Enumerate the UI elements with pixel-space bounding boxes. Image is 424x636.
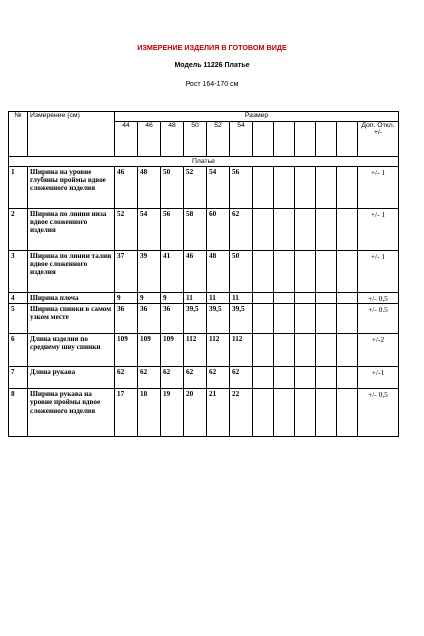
model-name: Модель 11226 Платье xyxy=(174,62,250,69)
size-value: 39 xyxy=(138,251,161,293)
empty-value-cell xyxy=(295,389,316,437)
size-value: 21 xyxy=(207,389,230,437)
row-number: 2 xyxy=(9,209,28,251)
size-value: 62 xyxy=(138,367,161,389)
table-row xyxy=(9,293,399,304)
measurement-name: Ширина на уровне глубины проймы вдвое сложенного изделия xyxy=(28,167,115,209)
tolerance-value: +/- 1 xyxy=(358,209,399,251)
tolerance-value: +/- 0,5 xyxy=(358,293,399,304)
tolerance-value: +/-2 xyxy=(358,334,399,367)
row-number: 4 xyxy=(9,293,28,304)
empty-value-cell xyxy=(337,209,358,251)
size-value: 39,5 xyxy=(184,304,207,334)
empty-value-cell xyxy=(253,389,274,437)
empty-value-cell xyxy=(253,293,274,304)
size-value: 50 xyxy=(230,251,253,293)
size-value: 62 xyxy=(184,367,207,389)
tolerance-value: +/- 1 xyxy=(358,167,399,209)
empty-value-cell xyxy=(253,367,274,389)
height-range: Рост 164-170 см xyxy=(185,81,239,88)
empty-size-cell xyxy=(316,122,337,157)
size-value: 9 xyxy=(161,293,184,304)
empty-value-cell xyxy=(295,251,316,293)
size-value: 62 xyxy=(230,209,253,251)
row-number: 7 xyxy=(9,367,28,389)
size-value: 56 xyxy=(230,167,253,209)
size-value: 11 xyxy=(230,293,253,304)
empty-value-cell xyxy=(337,251,358,293)
size-header: 46 xyxy=(138,122,161,157)
empty-value-cell xyxy=(295,293,316,304)
tolerance-value: +/- 0,5 xyxy=(358,389,399,437)
size-value: 36 xyxy=(115,304,138,334)
size-value: 39,5 xyxy=(230,304,253,334)
empty-value-cell xyxy=(316,167,337,209)
size-table xyxy=(8,111,399,437)
empty-value-cell xyxy=(253,304,274,334)
empty-value-cell xyxy=(337,167,358,209)
size-value: 48 xyxy=(138,167,161,209)
empty-value-cell xyxy=(295,367,316,389)
size-value: 19 xyxy=(161,389,184,437)
size-header: 44 xyxy=(115,122,138,157)
empty-value-cell xyxy=(337,293,358,304)
size-value: 20 xyxy=(184,389,207,437)
header-tolerance: Доп. Откл. +/- xyxy=(358,122,399,157)
empty-value-cell xyxy=(316,304,337,334)
size-value: 18 xyxy=(138,389,161,437)
row-number: 8 xyxy=(9,389,28,437)
empty-size-cell xyxy=(253,122,274,157)
size-header: 50 xyxy=(184,122,207,157)
size-value: 22 xyxy=(230,389,253,437)
empty-value-cell xyxy=(253,251,274,293)
empty-value-cell xyxy=(295,209,316,251)
empty-size-cell xyxy=(337,122,358,157)
size-value: 36 xyxy=(138,304,161,334)
size-value: 109 xyxy=(115,334,138,367)
measurement-name: Ширина плеча xyxy=(28,293,115,304)
size-value: 109 xyxy=(138,334,161,367)
empty-value-cell xyxy=(274,334,295,367)
table-row xyxy=(9,334,399,367)
empty-value-cell xyxy=(274,251,295,293)
size-value: 54 xyxy=(207,167,230,209)
empty-value-cell xyxy=(316,209,337,251)
document-title: ИЗМЕРЕНИЕ ИЗДЕЛИЯ В ГОТОВОМ ВИДЕ xyxy=(137,43,287,52)
size-value: 17 xyxy=(115,389,138,437)
size-header: 54 xyxy=(230,122,253,157)
size-value: 112 xyxy=(207,334,230,367)
tolerance-value: +/- 0.5 xyxy=(358,304,399,334)
empty-value-cell xyxy=(337,367,358,389)
size-value: 48 xyxy=(207,251,230,293)
size-value: 58 xyxy=(184,209,207,251)
size-value: 52 xyxy=(115,209,138,251)
table-row xyxy=(9,304,399,334)
size-value: 62 xyxy=(115,367,138,389)
size-header: 52 xyxy=(207,122,230,157)
table-row xyxy=(9,167,399,209)
row-number: 3 xyxy=(9,251,28,293)
table-row xyxy=(9,209,399,251)
size-value: 39,5 xyxy=(207,304,230,334)
size-value: 62 xyxy=(230,367,253,389)
header-measure: Измерение (см) xyxy=(28,112,115,157)
size-value: 52 xyxy=(184,167,207,209)
header-num: № xyxy=(9,112,28,157)
tolerance-value: +/-1 xyxy=(358,367,399,389)
empty-value-cell xyxy=(274,304,295,334)
size-value: 109 xyxy=(161,334,184,367)
row-number: 6 xyxy=(9,334,28,367)
size-value: 112 xyxy=(230,334,253,367)
size-value: 56 xyxy=(161,209,184,251)
empty-value-cell xyxy=(274,293,295,304)
section-label: Платье xyxy=(9,157,399,167)
tolerance-value: +/- 1 xyxy=(358,251,399,293)
size-value: 9 xyxy=(138,293,161,304)
measurement-name: Длина изделия по среднему шву спинки xyxy=(28,334,115,367)
measurement-name: Длина рукава xyxy=(28,367,115,389)
size-value: 36 xyxy=(161,304,184,334)
size-value: 60 xyxy=(207,209,230,251)
size-value: 46 xyxy=(115,167,138,209)
empty-value-cell xyxy=(337,334,358,367)
table-row xyxy=(9,389,399,437)
empty-value-cell xyxy=(337,389,358,437)
measurement-name: Ширина спинки в самом узком месте xyxy=(28,304,115,334)
empty-value-cell xyxy=(253,209,274,251)
size-value: 62 xyxy=(207,367,230,389)
size-value: 112 xyxy=(184,334,207,367)
empty-value-cell xyxy=(253,334,274,367)
empty-value-cell xyxy=(316,367,337,389)
size-value: 41 xyxy=(161,251,184,293)
empty-value-cell xyxy=(274,367,295,389)
empty-value-cell xyxy=(274,167,295,209)
empty-value-cell xyxy=(295,334,316,367)
size-value: 11 xyxy=(184,293,207,304)
empty-size-cell xyxy=(295,122,316,157)
size-value: 50 xyxy=(161,167,184,209)
measurement-name: Ширина по линии талии вдвое сложенного изделия xyxy=(28,251,115,293)
empty-value-cell xyxy=(253,167,274,209)
empty-value-cell xyxy=(316,334,337,367)
size-value: 11 xyxy=(207,293,230,304)
empty-value-cell xyxy=(316,389,337,437)
header-size: Размер xyxy=(115,112,399,122)
table-row xyxy=(9,251,399,293)
size-value: 37 xyxy=(115,251,138,293)
row-number: 1 xyxy=(9,167,28,209)
size-value: 46 xyxy=(184,251,207,293)
empty-value-cell xyxy=(316,293,337,304)
empty-value-cell xyxy=(337,304,358,334)
row-number: 5 xyxy=(9,304,28,334)
empty-value-cell xyxy=(274,389,295,437)
table-row xyxy=(9,367,399,389)
measurement-name: Ширина по линии низа вдвое сложенного изделия xyxy=(28,209,115,251)
empty-value-cell xyxy=(295,167,316,209)
size-value: 62 xyxy=(161,367,184,389)
size-header: 48 xyxy=(161,122,184,157)
size-value: 54 xyxy=(138,209,161,251)
empty-value-cell xyxy=(316,251,337,293)
empty-value-cell xyxy=(295,304,316,334)
empty-value-cell xyxy=(274,209,295,251)
empty-size-cell xyxy=(274,122,295,157)
size-value: 9 xyxy=(115,293,138,304)
measurement-name: Ширина рукава на уровне проймы вдвое сложенного изделия xyxy=(28,389,115,437)
